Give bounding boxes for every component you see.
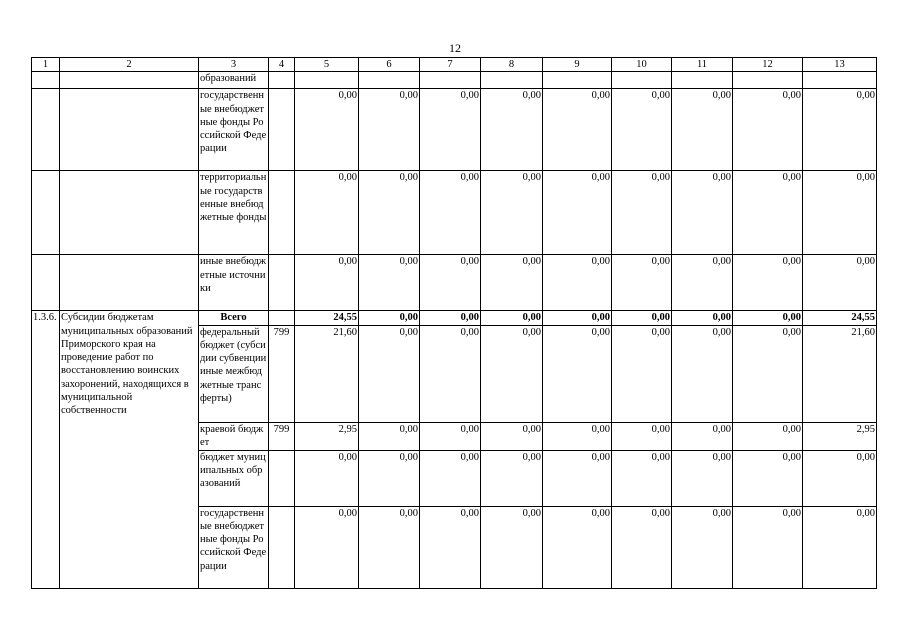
code-cell: [269, 311, 295, 325]
column-number-cell: 7: [420, 58, 481, 72]
table-row: [32, 171, 877, 255]
amount-cell: [672, 72, 733, 89]
amount-cell: [733, 72, 803, 89]
item-number-cell: [32, 72, 60, 89]
amount-cell: 0,00: [672, 311, 733, 325]
amount-cell: 0,00: [612, 325, 672, 422]
amount-cell: 2,95: [295, 422, 359, 450]
amount-cell: 24,55: [295, 311, 359, 325]
amount-cell: 0,00: [672, 506, 733, 588]
table-row: [32, 72, 877, 89]
amount-cell: 0,00: [420, 311, 481, 325]
amount-cell: 0,00: [803, 255, 877, 311]
column-number-row: [32, 58, 877, 72]
amount-cell: 0,00: [359, 89, 420, 171]
amount-cell: 0,00: [543, 255, 612, 311]
item-name-cell: [60, 72, 199, 89]
amount-cell: 0,00: [543, 171, 612, 255]
column-number-cell: 5: [295, 58, 359, 72]
code-cell: [269, 450, 295, 506]
amount-cell: 0,00: [543, 311, 612, 325]
amount-cell: 0,00: [672, 171, 733, 255]
amount-cell: [481, 72, 543, 89]
amount-cell: 0,00: [481, 311, 543, 325]
amount-cell: 0,00: [672, 450, 733, 506]
item-name-cell: Субсидии бюджетам муниципальных образований Приморского края на проведение работ по восстановлению воинских захоронений, находящихся в муниципальной собственности: [60, 311, 199, 588]
amount-cell: 0,00: [420, 89, 481, 171]
column-number-cell: 12: [733, 58, 803, 72]
amount-cell: 0,00: [733, 325, 803, 422]
amount-cell: 0,00: [295, 255, 359, 311]
amount-cell: 0,00: [803, 450, 877, 506]
amount-cell: 0,00: [295, 506, 359, 588]
funding-source-cell: краевой бюджет: [199, 422, 269, 450]
amount-cell: [803, 72, 877, 89]
code-cell: [269, 89, 295, 171]
amount-cell: 0,00: [672, 422, 733, 450]
code-cell: [269, 255, 295, 311]
item-number-cell: [32, 255, 60, 311]
budget-table: [31, 57, 877, 589]
amount-cell: [359, 72, 420, 89]
amount-cell: 0,00: [543, 325, 612, 422]
amount-cell: 0,00: [359, 422, 420, 450]
code-cell: 799: [269, 325, 295, 422]
amount-cell: 0,00: [481, 89, 543, 171]
amount-cell: 21,60: [295, 325, 359, 422]
column-number-cell: 2: [60, 58, 199, 72]
funding-source-cell: государственные внебюджетные фонды Российской Федерации: [199, 506, 269, 588]
item-name-cell: [60, 255, 199, 311]
amount-cell: 0,00: [733, 311, 803, 325]
amount-cell: 0,00: [420, 506, 481, 588]
column-number-cell: 6: [359, 58, 420, 72]
amount-cell: 0,00: [612, 450, 672, 506]
table-row: [32, 255, 877, 311]
column-number-cell: 10: [612, 58, 672, 72]
item-number-cell: 1.3.6.: [32, 311, 60, 588]
amount-cell: [543, 72, 612, 89]
code-cell: 799: [269, 422, 295, 450]
funding-source-cell: государственные внебюджетные фонды Российской Федерации: [199, 89, 269, 171]
funding-source-cell: бюджет муниципальных образований: [199, 450, 269, 506]
amount-cell: 0,00: [359, 450, 420, 506]
amount-cell: 0,00: [612, 255, 672, 311]
funding-source-cell: Всего: [199, 311, 269, 325]
amount-cell: 0,00: [672, 89, 733, 171]
amount-cell: 2,95: [803, 422, 877, 450]
amount-cell: 0,00: [803, 89, 877, 171]
amount-cell: 0,00: [481, 255, 543, 311]
amount-cell: 0,00: [481, 422, 543, 450]
amount-cell: 0,00: [612, 311, 672, 325]
amount-cell: 0,00: [359, 171, 420, 255]
column-number-cell: 1: [32, 58, 60, 72]
amount-cell: [612, 72, 672, 89]
amount-cell: 0,00: [612, 422, 672, 450]
funding-source-cell: иные внебюджетные источники: [199, 255, 269, 311]
amount-cell: 0,00: [420, 171, 481, 255]
amount-cell: 0,00: [733, 255, 803, 311]
amount-cell: 0,00: [420, 255, 481, 311]
amount-cell: 0,00: [481, 450, 543, 506]
funding-source-cell: образований: [199, 72, 269, 89]
item-name-cell: [60, 89, 199, 171]
amount-cell: 0,00: [733, 450, 803, 506]
amount-cell: 0,00: [672, 255, 733, 311]
amount-cell: 0,00: [359, 255, 420, 311]
amount-cell: 0,00: [612, 506, 672, 588]
amount-cell: 0,00: [612, 171, 672, 255]
amount-cell: 0,00: [803, 506, 877, 588]
amount-cell: 0,00: [295, 450, 359, 506]
code-cell: [269, 506, 295, 588]
table-row: [32, 311, 877, 325]
page-number: 12: [449, 41, 461, 55]
amount-cell: 0,00: [543, 89, 612, 171]
amount-cell: 0,00: [420, 325, 481, 422]
amount-cell: 0,00: [359, 325, 420, 422]
column-number-cell: 13: [803, 58, 877, 72]
column-number-cell: 8: [481, 58, 543, 72]
funding-source-cell: территориальные государственные внебюджетные фонды: [199, 171, 269, 255]
amount-cell: 0,00: [733, 171, 803, 255]
amount-cell: 0,00: [295, 171, 359, 255]
column-number-cell: 4: [269, 58, 295, 72]
amount-cell: 0,00: [295, 89, 359, 171]
amount-cell: 0,00: [359, 311, 420, 325]
amount-cell: 0,00: [803, 171, 877, 255]
column-number-cell: 9: [543, 58, 612, 72]
funding-source-cell: федеральный бюджет (субсидии субвенции иные межбюджетные трансферты): [199, 325, 269, 422]
amount-cell: 0,00: [733, 506, 803, 588]
amount-cell: 0,00: [420, 450, 481, 506]
item-number-cell: [32, 89, 60, 171]
amount-cell: 0,00: [543, 422, 612, 450]
amount-cell: 21,60: [803, 325, 877, 422]
amount-cell: 0,00: [672, 325, 733, 422]
amount-cell: [295, 72, 359, 89]
column-number-cell: 11: [672, 58, 733, 72]
amount-cell: 0,00: [543, 450, 612, 506]
amount-cell: 24,55: [803, 311, 877, 325]
amount-cell: 0,00: [359, 506, 420, 588]
item-name-cell: [60, 171, 199, 255]
amount-cell: 0,00: [543, 506, 612, 588]
code-cell: [269, 171, 295, 255]
item-number-cell: [32, 171, 60, 255]
amount-cell: 0,00: [481, 325, 543, 422]
table-row: [32, 89, 877, 171]
amount-cell: 0,00: [481, 171, 543, 255]
amount-cell: 0,00: [481, 506, 543, 588]
amount-cell: 0,00: [733, 422, 803, 450]
code-cell: [269, 72, 295, 89]
amount-cell: [420, 72, 481, 89]
column-number-cell: 3: [199, 58, 269, 72]
amount-cell: 0,00: [420, 422, 481, 450]
amount-cell: 0,00: [733, 89, 803, 171]
amount-cell: 0,00: [612, 89, 672, 171]
